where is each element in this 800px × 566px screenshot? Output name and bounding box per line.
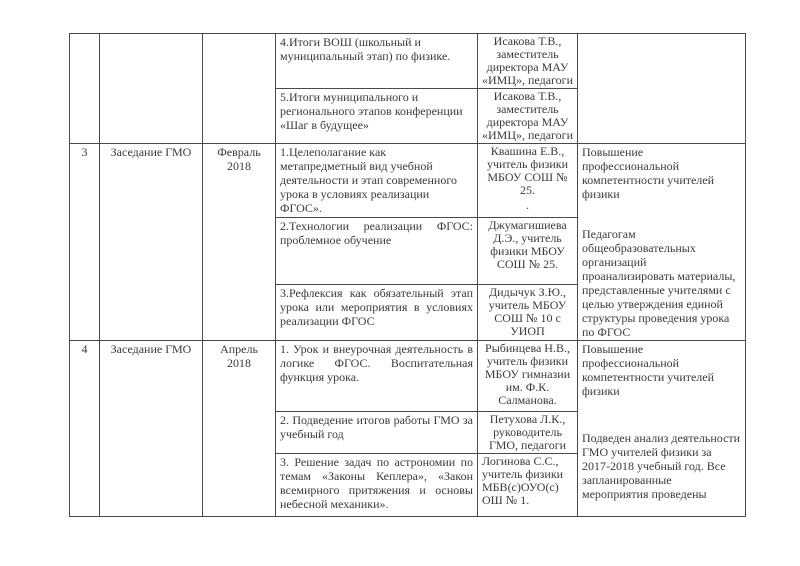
row-number-cell-empty (70, 34, 100, 144)
event-cell: Заседание ГМО (100, 341, 203, 517)
topic-cell: 3. Решение задач по астрономии по темам «Законы Кеплера», «Закон всемирного притяжения и основы небесной механики». (276, 454, 478, 517)
topic-cell: 2.Технологии реализации ФГОС: проблемное обучение (276, 218, 478, 285)
table-row (70, 144, 746, 218)
row-number-cell: 4 (70, 341, 100, 517)
topic-cell: 1.Целеполагание как метапредметный вид учебной деятельности и этап современного урока в условиях реализации ФГОС». (276, 144, 478, 218)
date-cell-empty (203, 34, 276, 144)
result-cell-empty (578, 34, 746, 144)
date-cell: Апрель 2018 (203, 341, 276, 517)
responsible-cell: Исакова Т.В., заместитель директора МАУ «ИМЦ», педагоги (478, 89, 578, 144)
result-paragraph: Повышение профессиональной компетентности учителей физики (582, 342, 715, 398)
work-plan-table (69, 33, 746, 517)
table-row (70, 34, 746, 89)
result-paragraph: Педагогам общеобразовательных организаций проанализировать материалы, представленные учителями с целью утверждения единой структуры проведения урока по ФГОС (582, 227, 736, 339)
topic-cell: 2. Подведение итогов работы ГМО за учебный год (276, 412, 478, 454)
result-paragraph: Повышение профессиональной компетентности учителей физики (582, 145, 715, 201)
responsible-cell (478, 144, 578, 218)
stray-period: . (526, 198, 529, 212)
result-cell (578, 144, 746, 341)
event-cell-empty (100, 34, 203, 144)
responsible-cell: Исакова Т.В., заместитель директора МАУ «ИМЦ», педагоги (478, 34, 578, 89)
row-number-cell: 3 (70, 144, 100, 341)
topic-cell: 4.Итоги ВОШ (школьный и муниципальный этап) по физике. (276, 34, 478, 89)
topic-cell: 3.Рефлексия как обязательный этап урока или мероприятия в условиях реализации ФГОС (276, 285, 478, 341)
topic-cell: 5.Итоги муниципального и регионального этапов конференции «Шаг в будущее» (276, 89, 478, 144)
result-paragraph: Подведен анализ деятельности ГМО учителей физики за 2017-2018 учебный год. Все запланированные мероприятия проведены (582, 431, 741, 501)
responsible-cell: Дидычук З.Ю., учитель МБОУ СОШ № 10 с УИОП (478, 285, 578, 341)
responsible-cell: Петухова Л.К., руководитель ГМО, педагоги (478, 412, 578, 454)
table-row (70, 341, 746, 412)
responsible-cell: Джумагишиева Д.Э., учитель физики МБОУ СОШ № 25. (478, 218, 578, 285)
event-cell: Заседание ГМО (100, 144, 203, 341)
responsible-text: Квашина Е.В., учитель физики МБОУ СОШ № 25. (486, 144, 569, 197)
result-cell (578, 341, 746, 517)
responsible-cell: Логинова С.С., учитель физики МБВ(с)ОУО(с) ОШ № 1. (478, 454, 578, 517)
date-cell: Февраль 2018 (203, 144, 276, 341)
topic-cell: 1. Урок и внеурочная деятельность в логике ФГОС. Воспитательная функция урока. (276, 341, 478, 412)
responsible-cell: Рыбинцева Н.В., учитель физики МБОУ гимназии им. Ф.К. Салманова. (478, 341, 578, 412)
